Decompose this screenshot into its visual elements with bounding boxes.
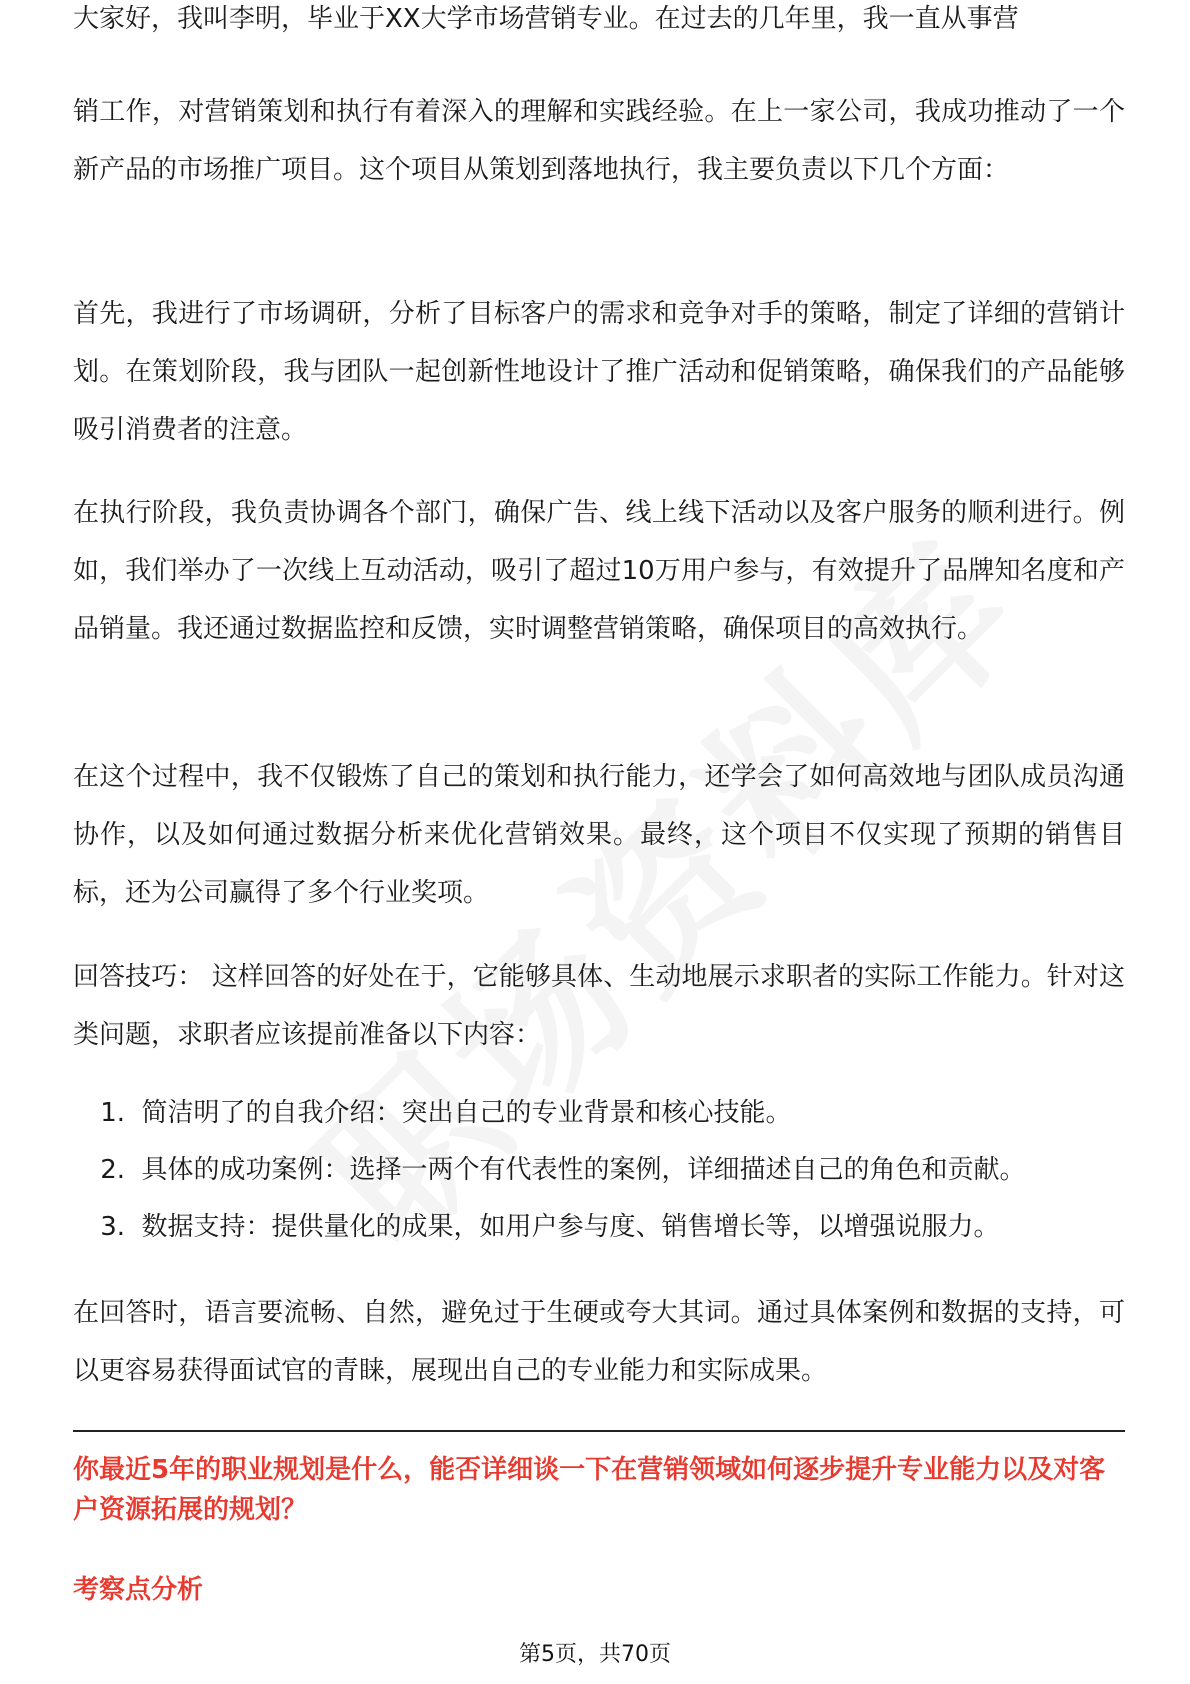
- list-text: 数据支持：提供量化的成果，如用户参与度、销售增长等，以增强说服力。: [141, 1212, 1000, 1242]
- paragraph-execution: 在执行阶段，我负责协调各个部门，确保广告、线上线下活动以及客户服务的顺利进行。例如，我们举办了一次线上互动活动，吸引了超过10万用户参与，有效提升了品牌知名度和产品销量。我还通过数据监控和反馈，实时调整营销策略，确保项目的高效执行。: [73, 498, 1125, 644]
- list-item: [73, 1085, 1026, 1142]
- paragraph-tips: 回答技巧： 这样回答的好处在于，它能够具体、生动地展示求职者的实际工作能力。针对这类问题，求职者应该提前准备以下内容：: [73, 962, 1125, 1050]
- cut-off-top-line-text: 大家好，我叫李明，毕业于XX大学市场营销专业。在过去的几年里，我一直从事营: [73, 4, 1019, 34]
- paragraph-answer: 在回答时，语言要流畅、自然，避免过于生硬或夸大其词。通过具体案例和数据的支持，可以更容易获得面试官的青睐，展现出自己的专业能力和实际成果。: [73, 1298, 1125, 1386]
- list-item: [73, 1142, 1026, 1199]
- list-number: 3.: [100, 1212, 125, 1242]
- paragraph-first: 首先，我进行了市场调研，分析了目标客户的需求和竞争对手的策略，制定了详细的营销计划。在策划阶段，我与团队一起创新性地设计了推广活动和促销策略，确保我们的产品能够吸引消费者的注意。: [73, 299, 1125, 445]
- page-footer: 第5页，共70页: [519, 1642, 671, 1667]
- preparation-list: [73, 1085, 1026, 1256]
- paragraph-process: 在这个过程中，我不仅锻炼了自己的策划和执行能力，还学会了如何高效地与团队成员沟通协作，以及如何通过数据分析来优化营销效果。最终，这个项目不仅实现了预期的销售目标，还为公司赢得了多个行业奖项。: [73, 762, 1125, 908]
- list-number: 1.: [100, 1098, 125, 1128]
- list-text: 具体的成功案例：选择一两个有代表性的案例，详细描述自己的角色和贡献。: [141, 1155, 1026, 1185]
- analysis-heading: 考察点分析: [73, 1575, 204, 1605]
- list-text: 简洁明了的自我介绍：突出自己的专业背景和核心技能。: [141, 1098, 792, 1128]
- cut-off-top-line: [73, 4, 1125, 60]
- next-question-heading: 你最近5年的职业规划是什么，能否详细谈一下在营销领域如何逐步提升专业能力以及对客户资源拓展的规划？: [73, 1455, 1106, 1525]
- paragraph-intro: 销工作，对营销策划和执行有着深入的理解和实践经验。在上一家公司，我成功推动了一个新产品的市场推广项目。这个项目从策划到落地执行，我主要负责以下几个方面：: [73, 97, 1125, 185]
- list-item: [73, 1199, 1026, 1256]
- list-number: 2.: [100, 1155, 125, 1185]
- section-divider: [73, 1430, 1125, 1432]
